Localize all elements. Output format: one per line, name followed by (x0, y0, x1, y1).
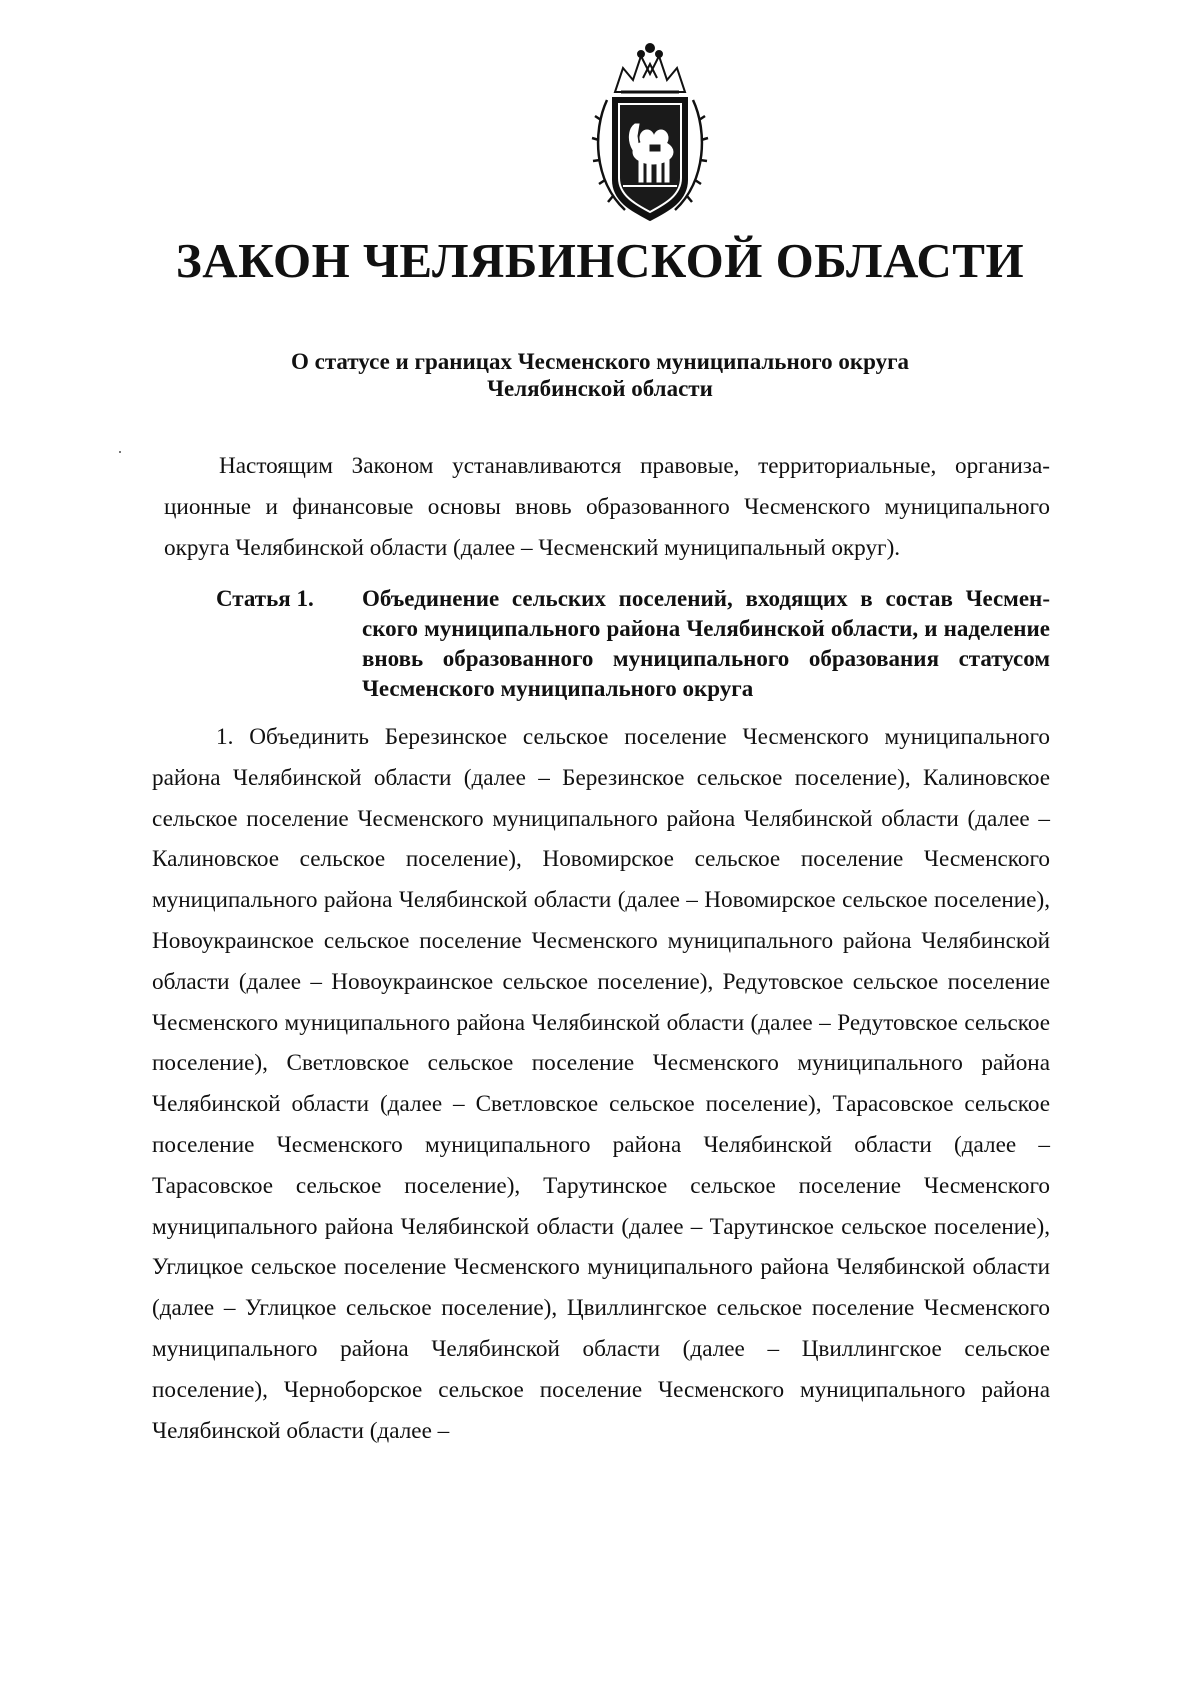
coat-of-arms-icon (585, 40, 715, 230)
law-title: ЗАКОН ЧЕЛЯБИНСКОЙ ОБЛАСТИ (175, 233, 1025, 288)
article-number: Статья 1. (216, 586, 314, 611)
crown-icon (615, 44, 685, 92)
article-title: Объединение сельских поселений, входящих в состав Чесменского муниципального района Челябинской области, и наделение вновь образованного муниципального образования статусом Чесменского муниципального округа (362, 586, 1050, 701)
article-paragraph-1: 1. Объединить Березинское сельское поселение Чесменского муниципального района Челябинской области (далее – Березинское сельское поселение), Калиновское сельское поселение Чесменского муниципального района Челябинской области (далее – Калиновское сельское поселение), Новомирское сельское поселение Чесменского муниципального района Челябинской области (далее – Новомирское сельское поселение), Новоукраинское сельское поселение Чесменского муниципального района Челябинской области (далее – Новоукраинское сельское поселение), Редутовское сельское поселение Чесменского муниципального района Челябинской области (далее – Редутовское сельское поселение), Светловское сельское поселение Чесменского муниципального района Челябинской области (далее – Светловское сельское поселение), Тарасовское сельское поселение Чесменского муниципального района Челябинской области (далее – Тарасовское сельское поселение), Тарутинское сельское поселение Чесменского муниципального района Челябинской области (далее – Тарутинское сельское поселение), Углицкое сельское поселение Чесменского муниципального района Челябинской области (далее – Углицкое сельское поселение), Цвиллингское сельское поселение Чесменского муниципального района Челябинской области (далее – Цвиллингское сельское поселение), Черноборское сельское поселение Чесменского муниципального района Челябинской области (далее – (152, 724, 1050, 1444)
law-subtitle (160, 348, 1040, 402)
preamble-paragraph: Настоящим Законом устанавливаются правовые, территориальные, организационные и финансовые основы вновь образованного Чесменского муниципального округа Челябинской области (далее – Чесменский муниципальный округ). (164, 453, 1050, 561)
subtitle-line-2: Челябинской области (487, 376, 713, 401)
scan-mark (119, 451, 121, 453)
subtitle-line-1: О статусе и границах Чесменского муниципального округа (290, 349, 910, 374)
